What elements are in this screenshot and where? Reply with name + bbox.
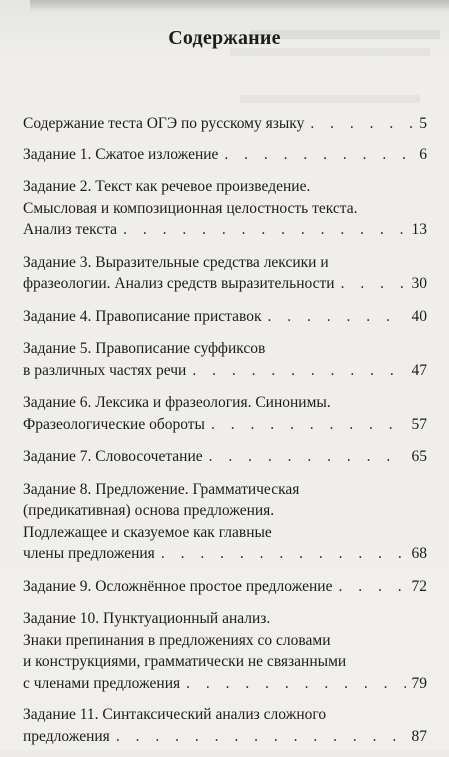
- toc-entry[interactable]: [23, 113, 427, 135]
- toc-entry[interactable]: [23, 392, 427, 435]
- toc-entry-line: [23, 630, 427, 652]
- toc-entry-text: Задание 8. Предложение. Грамматическая: [23, 480, 300, 498]
- toc-entry[interactable]: [23, 252, 427, 295]
- page-shadow: [30, 0, 449, 12]
- toc-entry-text: (предикативная) основа предложения.: [23, 502, 275, 519]
- toc-page-number: 79: [411, 674, 427, 692]
- toc-entry-line: [23, 176, 427, 198]
- toc-page-number: 5: [419, 115, 427, 132]
- toc-page-number: 65: [411, 448, 427, 465]
- toc-entry-line: [23, 273, 427, 295]
- table-of-contents: [23, 113, 427, 757]
- toc-entry-line: [23, 576, 427, 598]
- toc-page-number: 72: [411, 577, 427, 595]
- toc-page-number: 47: [411, 361, 427, 379]
- toc-entry-text: Задание 7. Словосочетание: [23, 448, 203, 465]
- toc-entry-text: предложения: [23, 727, 110, 745]
- toc-entry[interactable]: [23, 306, 427, 328]
- toc-entry-line: [23, 479, 427, 501]
- toc-entry-line: [23, 144, 427, 166]
- toc-dot-leader: [310, 113, 413, 135]
- toc-entry-text: с членами предложения: [23, 674, 181, 692]
- toc-dot-leader: [209, 446, 406, 468]
- toc-entry[interactable]: [23, 446, 427, 468]
- toc-entry-text: Задание 9. Осложнённое простое предложение: [23, 577, 333, 595]
- toc-page-number: 6: [419, 145, 427, 163]
- toc-entry-text: Задание 11. Синтаксический анализ сложного: [23, 706, 327, 723]
- toc-dot-leader: [116, 726, 406, 748]
- toc-entry-text: Задание 6. Лексика и фразеология. Синонимы.: [23, 394, 331, 411]
- toc-entry-text: Задание 1. Сжатое изложение: [23, 145, 219, 163]
- toc-entry-text: Смысловая и композиционная целостность текста.: [23, 199, 358, 217]
- toc-entry-line: [23, 673, 427, 695]
- toc-entry-text: Содержание теста ОГЭ по русскому языку: [23, 115, 305, 132]
- toc-entry-line: [23, 306, 427, 328]
- toc-dot-leader: [211, 414, 406, 436]
- toc-entry[interactable]: [23, 144, 427, 166]
- toc-entry[interactable]: [23, 479, 427, 565]
- toc-entry-text: Анализ текста: [23, 221, 118, 238]
- toc-dot-leader: [161, 543, 406, 565]
- toc-dot-leader: [267, 306, 405, 328]
- toc-page-number: 30: [411, 275, 427, 292]
- toc-entry-line: [23, 446, 427, 468]
- toc-entry-line: [23, 360, 427, 382]
- toc-dot-leader: [338, 576, 405, 598]
- toc-entry[interactable]: [23, 704, 427, 747]
- toc-entry-text: и конструкциями, грамматически не связанными: [23, 653, 347, 670]
- toc-dot-leader: [192, 360, 405, 382]
- toc-entry-line: [23, 500, 427, 522]
- toc-page-number: 40: [411, 307, 427, 325]
- toc-page-number: 87: [411, 727, 427, 745]
- toc-entry-line: [23, 704, 427, 726]
- toc-entry-text: Задание 3. Выразительные средства лексики и: [23, 253, 329, 271]
- toc-dot-leader: [186, 673, 405, 695]
- toc-entry-line: [23, 219, 427, 241]
- toc-entry-text: Задание 10. Пунктуационный анализ.: [23, 610, 271, 627]
- toc-entry-text: Фразеологические обороты: [23, 415, 205, 433]
- toc-entry-text: члены предложения: [23, 545, 155, 562]
- toc-entry-text: Задание 2. Текст как речевое произведение.: [23, 178, 311, 195]
- toc-dot-leader: [224, 144, 413, 166]
- toc-entry-line: [23, 726, 427, 748]
- toc-page-number: 13: [411, 221, 427, 238]
- toc-entry-line: [23, 113, 427, 135]
- show-through-text: [240, 95, 420, 103]
- toc-entry-line: [23, 522, 427, 544]
- toc-entry-line: [23, 198, 427, 220]
- toc-entry-line: [23, 651, 427, 673]
- toc-entry-line: [23, 543, 427, 565]
- toc-entry[interactable]: [23, 608, 427, 694]
- toc-entry-text: в различных частях речи: [23, 361, 187, 379]
- toc-entry-line: [23, 252, 427, 274]
- toc-entry[interactable]: [23, 176, 427, 241]
- page-title: Содержание: [168, 27, 281, 49]
- toc-entry-text: Задание 4. Правописание приставок: [23, 307, 262, 325]
- toc-entry-line: [23, 608, 427, 630]
- toc-entry-text: фразеологии. Анализ средств выразительности: [23, 275, 335, 292]
- toc-entry-text: Знаки препинания в предложениях со словами: [23, 631, 331, 649]
- toc-entry-line: [23, 414, 427, 436]
- toc-entry[interactable]: [23, 338, 427, 381]
- toc-entry[interactable]: [23, 576, 427, 598]
- toc-entry-text: Подлежащее и сказуемое как главные: [23, 523, 272, 541]
- toc-page-number: 68: [411, 545, 427, 562]
- toc-entry-line: [23, 338, 427, 360]
- toc-entry-line: [23, 392, 427, 414]
- toc-page-number: 57: [411, 415, 427, 433]
- toc-entry-text: Задание 5. Правописание суффиксов: [23, 340, 266, 357]
- toc-dot-leader: [341, 273, 406, 295]
- toc-dot-leader: [123, 219, 405, 241]
